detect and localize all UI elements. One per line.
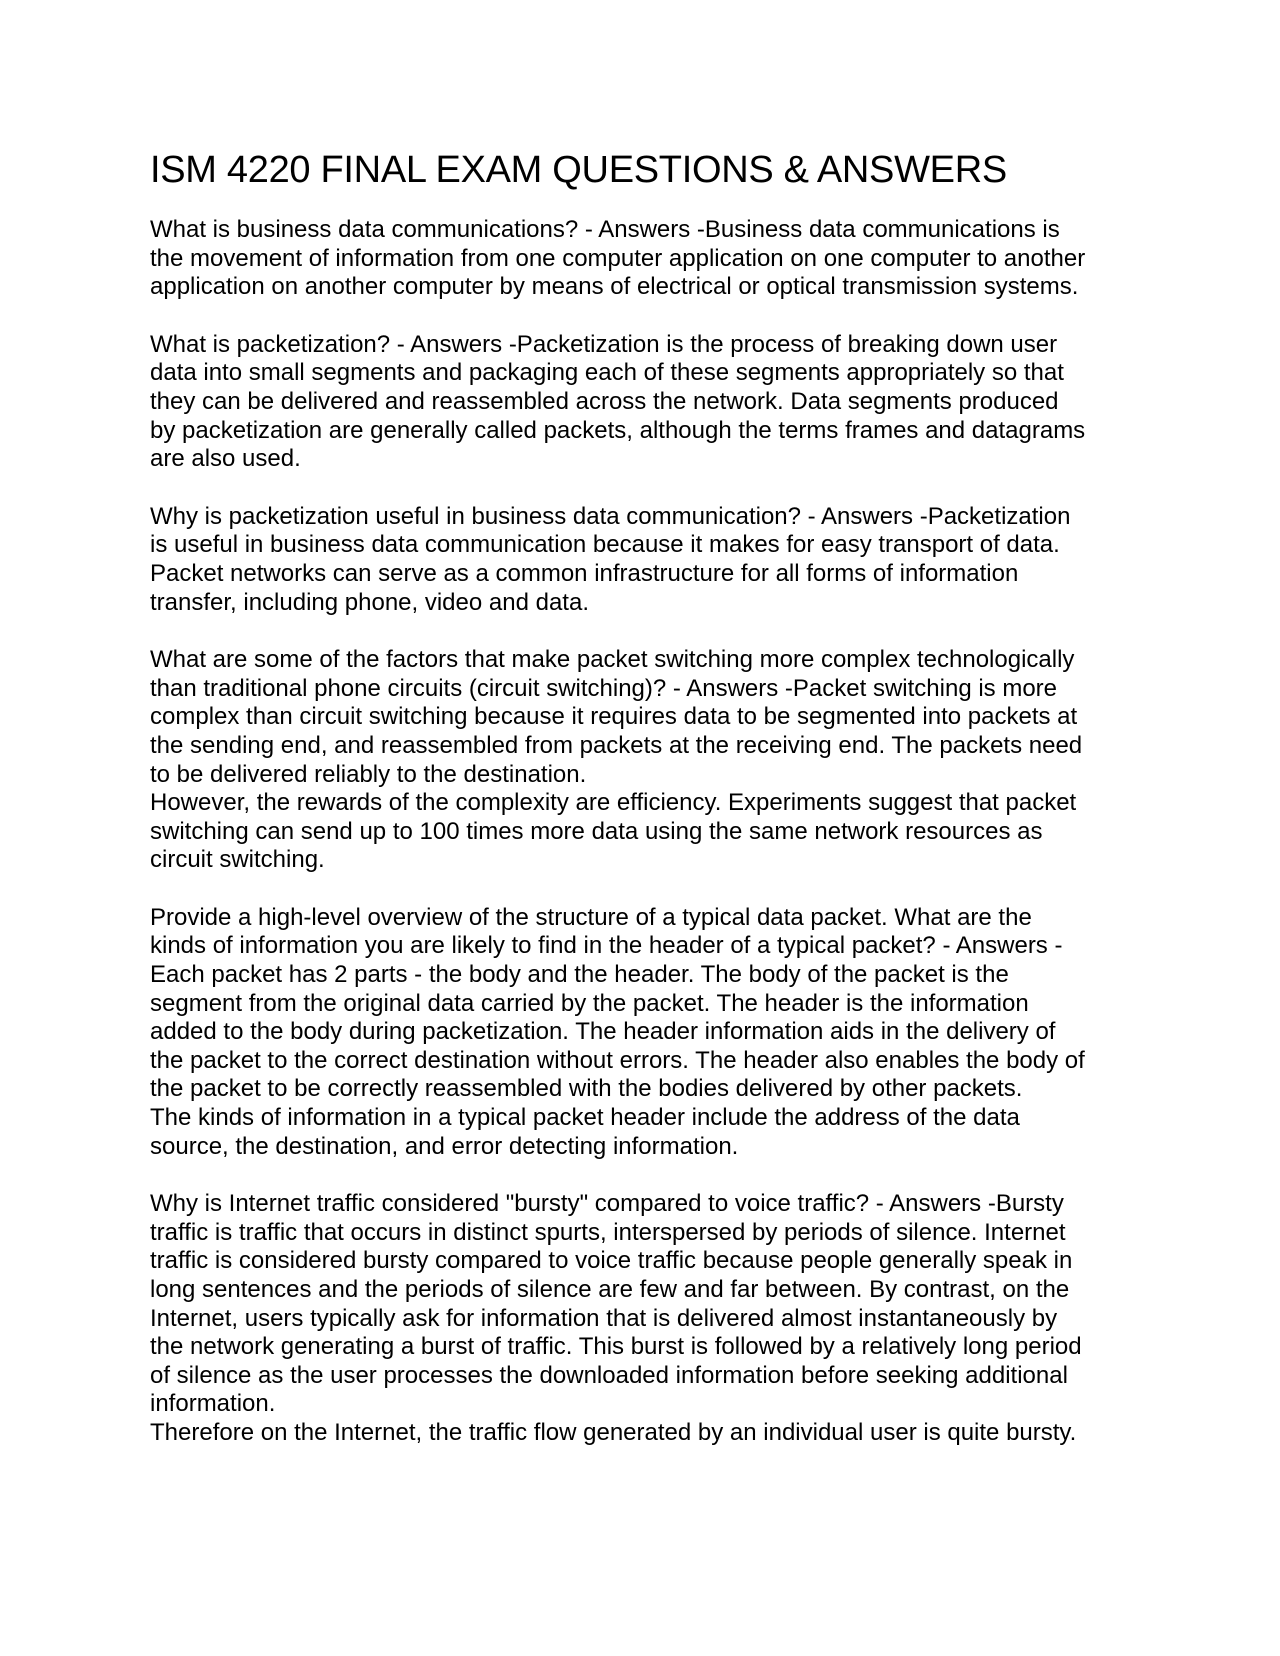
qa-entry-5 bbox=[150, 904, 1140, 1161]
qa-paragraph: The kinds of information in a typical packet header include the address of the data source, the destination, and error detecting information. bbox=[150, 1104, 1020, 1160]
qa-paragraph: What is packetization? - Answers -Packetization is the process of breaking down user data into small segments and packaging each of these segments appropriately so that they can be delivered and reassembled across the network. Data segments produced by packetization are generally called packets, although the terms frames and datagrams are also used. bbox=[150, 330, 1086, 473]
qa-paragraph: What are some of the factors that make packet switching more complex technologically than traditional phone circuits (circuit switching)? - Answers -Packet switching is more complex than circuit switching because it requires data to be segmented into packets at the sending end, and reassembled from packets at the receiving end. The packets need to be delivered reliably to the destination. bbox=[150, 646, 1083, 788]
qa-entry-1 bbox=[150, 216, 1140, 302]
qa-entry-6 bbox=[150, 1190, 1140, 1447]
qa-paragraph: Why is packetization useful in business data communication? - Answers -Packetization is useful in business data communication because it makes for easy transport of data. Packet networks can serve as a common infrastructure for all forms of information transfer, including phone, video and data. bbox=[150, 502, 1071, 616]
qa-entry-2 bbox=[150, 331, 1140, 474]
qa-paragraph: Why is Internet traffic considered "bursty" compared to voice traffic? - Answers -Bursty traffic is traffic that occurs in distinct spurts, interspersed by periods of silence. Internet traffic is considered bursty compared to voice traffic because people generally speak in long sentences and the periods of silence are few and far between. By contrast, on the Internet, users typically ask for information that is delivered almost instantaneously by the network generating a burst of traffic. This burst is followed by a relatively long period of silence as the user processes the downloaded information before seeking additional information. bbox=[150, 1190, 1082, 1418]
qa-entry-3 bbox=[150, 503, 1140, 617]
qa-paragraph: Provide a high-level overview of the structure of a typical data packet. What are the kinds of information you are likely to find in the header of a typical packet? - Answers - Each packet has 2 parts - the body and the header. The body of the packet is the segment from the original data carried by the packet. The header is the information added to the body during packetization. The header information aids in the delivery of the packet to the correct destination without errors. The header also enables the body of the packet to be correctly reassembled with the bodies delivered by other packets. bbox=[150, 903, 1085, 1103]
qa-paragraph: However, the rewards of the complexity are efficiency. Experiments suggest that packet switching can send up to 100 times more data using the same network resources as circuit switching. bbox=[150, 789, 1077, 874]
document-content bbox=[150, 148, 1140, 1477]
qa-entry-4 bbox=[150, 646, 1140, 875]
qa-paragraph: What is business data communications? - Answers -Business data communications is the movement of information from one computer application on one computer to another application on another computer by means of electrical or optical transmission systems. bbox=[150, 216, 1086, 301]
document-title: ISM 4220 FINAL EXAM QUESTIONS & ANSWERS bbox=[150, 149, 1007, 191]
qa-paragraph: Therefore on the Internet, the traffic flow generated by an individual user is quite bursty. bbox=[150, 1418, 1077, 1446]
